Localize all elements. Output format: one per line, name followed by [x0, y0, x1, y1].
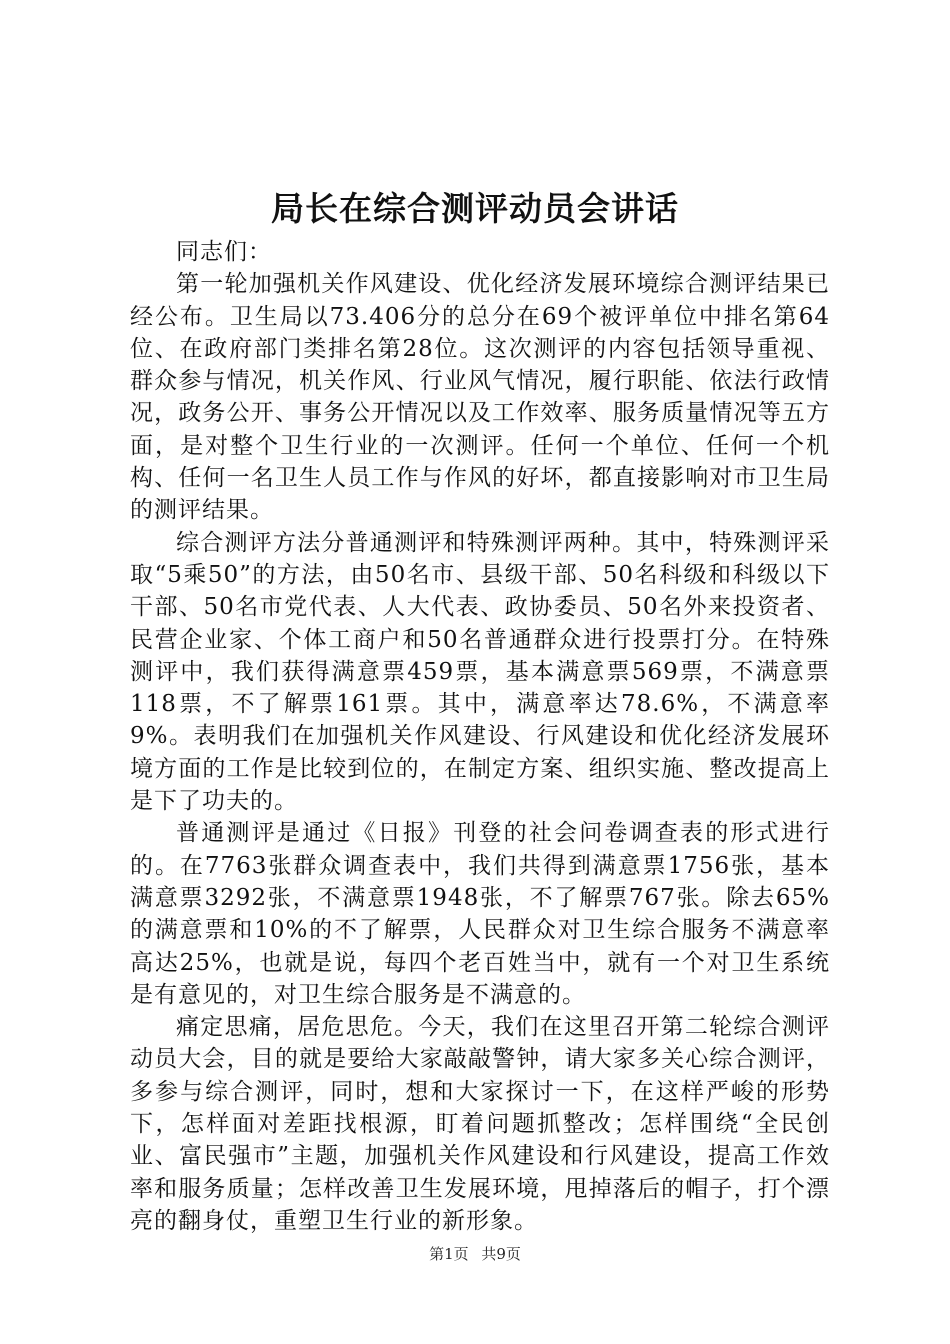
paragraph-1: 第一轮加强机关作风建设、优化经济发展环境综合测评结果已经公布。卫生局以73.406分的总分在69个被评单位中排名第64位、在政府部门类排名第28位。这次测评的内容包括领导重视、群众参与情况，机关作风、行业风气情况，履行职能、依法行政情况，政务公开、事务公开情况以及工作效率、服务质量情况等五方面，是对整个卫生行业的一次测评。任何一个单位、任何一个机构、任何一名卫生人员工作与作风的好坏，都直接影响对市卫生局的测评结果。 — [130, 271, 830, 524]
page-number: 第1页 — [429, 1245, 469, 1263]
page-footer — [0, 1244, 950, 1264]
paragraph-4: 痛定思痛，居危思危。今天，我们在这里召开第二轮综合测评动员大会，目的就是要给大家敲敲警钟，请大家多关心综合测评，多参与综合测评，同时，想和大家探讨一下，在这样严峻的形势下，怎样面对差距找根源，盯着问题抓整改；怎样围绕“全民创业、富民强市”主题，加强机关作风建设和行风建设，提高工作效率和服务质量；怎样改善卫生发展环境，甩掉落后的帽子，打个漂亮的翻身仗，重塑卫生行业的新形象。 — [130, 1014, 830, 1234]
paragraph-2: 综合测评方法分普通测评和特殊测评两种。其中，特殊测评采取“5乘50”的方法，由50名市、县级干部、50名科级和科级以下干部、50名市党代表、人大代表、政协委员、50名外来投资者、民营企业家、个体工商户和50名普通群众进行投票打分。在特殊测评中，我们获得满意票459票，基本满意票569票，不满意票118票，不了解票161票。其中，满意率达78.6%，不满意率9%。表明我们在加强机关作风建设、行风建设和优化经济发展环境方面的工作是比较到位的，在制定方案、组织实施、整改提高上是下了功夫的。 — [130, 529, 830, 815]
document-body — [130, 236, 830, 1237]
document-title: 局长在综合测评动员会讲话 — [271, 189, 679, 228]
paragraph-3: 普通测评是通过《日报》刊登的社会问卷调查表的形式进行的。在7763张群众调查表中，我们共得到满意票1756张，基本满意票3292张，不满意票1948张，不了解票767张。除去65%的满意票和10%的不了解票，人民群众对卫生综合服务不满意率高达25%，也就是说，每四个老百姓当中，就有一个对卫生系统是有意见的，对卫生综合服务是不满意的。 — [130, 820, 830, 1008]
page-total: 共9页 — [481, 1245, 521, 1263]
salutation: 同志们： — [176, 239, 272, 265]
